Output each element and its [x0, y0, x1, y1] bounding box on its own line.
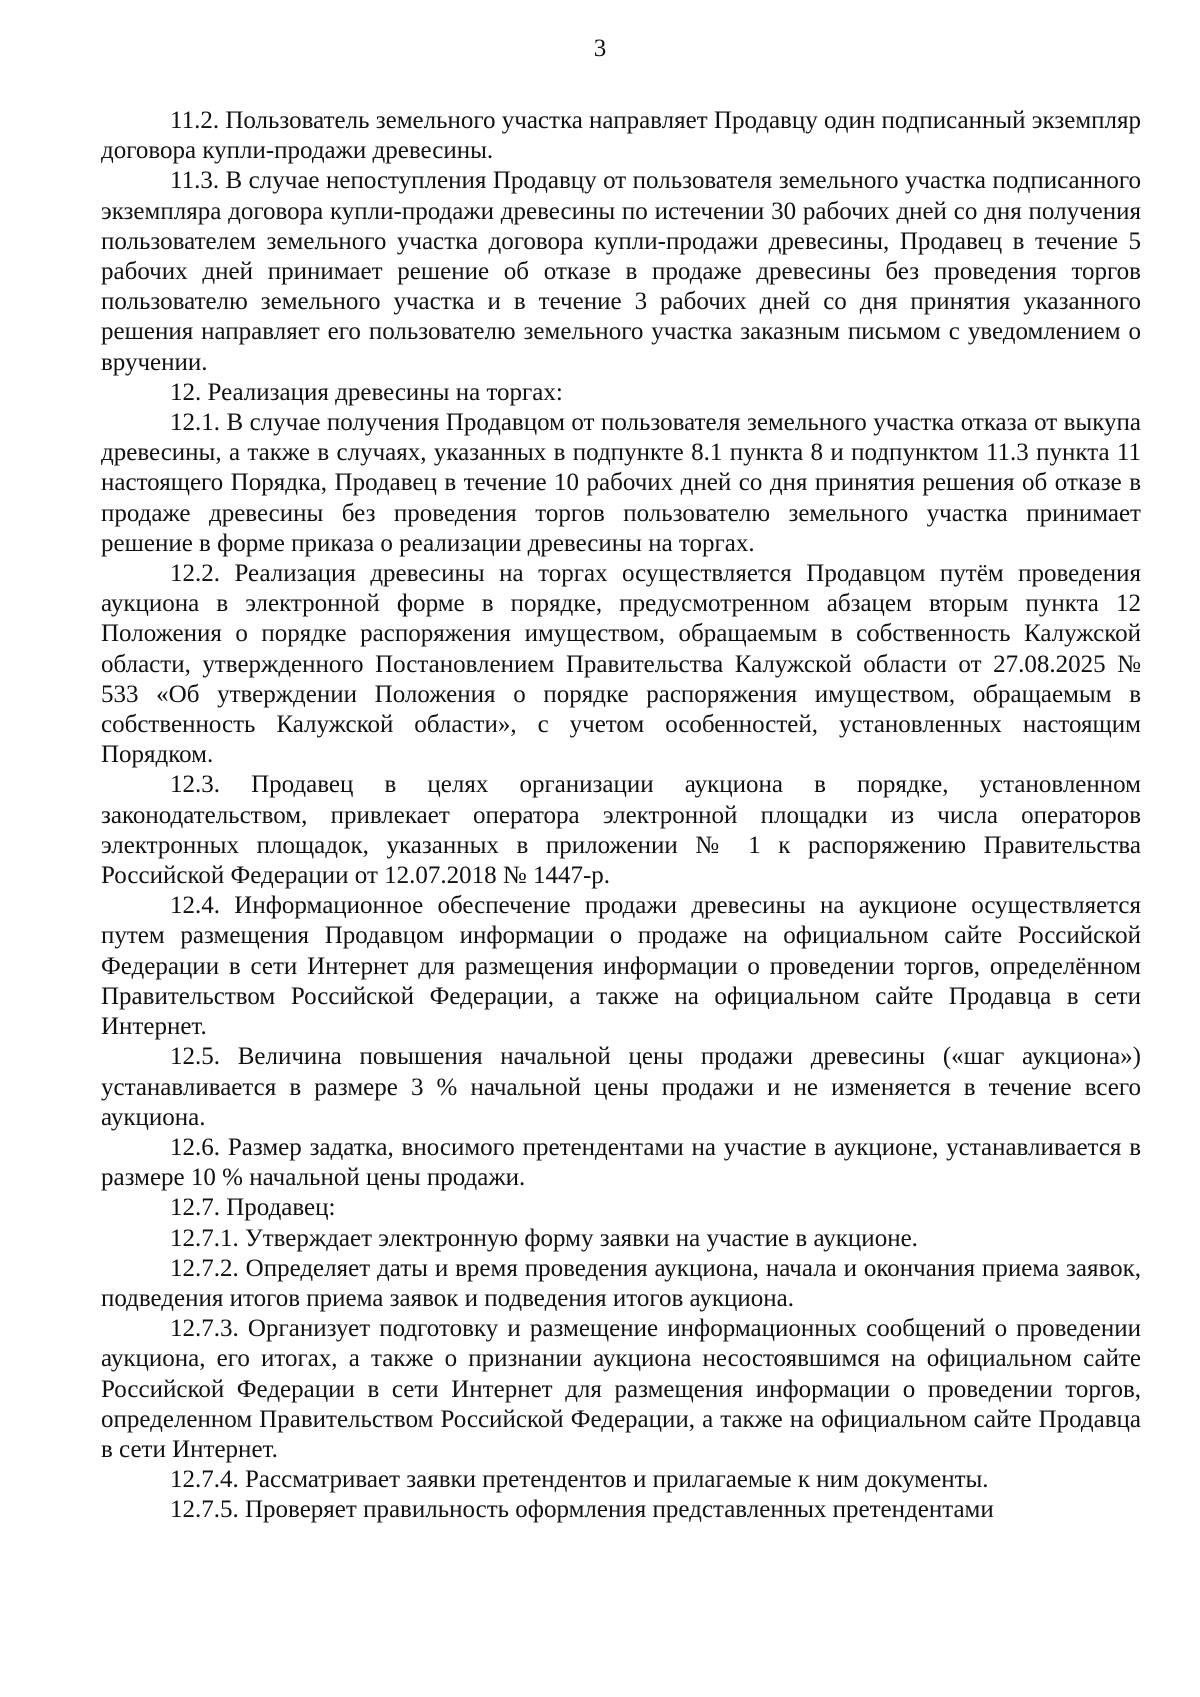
paragraph-12-4: 12.4. Информационное обеспечение продажи древесины на аукционе осуществляется путем размещения Продавцом информации о продаже на официальном сайте Российской Федерации в сети Интернет для размещения информации о проведении торгов, определённом Правительством Российской Федерации, а также на официальном сайте Продавца в сети Интернет. [101, 892, 1141, 1041]
paragraph-12-2: 12.2. Реализация древесины на торгах осуществляется Продавцом путём проведения аукциона в электронной форме в порядке, предусмотренном абзацем вторым пункта 12 Положения о порядке распоряжения имуществом, обращаемым в собственность Калужской области, утвержденного Постановлением Правительства Калужской области от 27.08.2025 № 533 «Об утверждении Положения о порядке распоряжения имуществом, обращаемым в собственность Калужской области», с учетом особенностей, установленных настоящим Порядком. [101, 560, 1141, 769]
paragraph-12-5: 12.5. Величина повышения начальной цены продажи древесины («шаг аукциона») устанавливается в размере 3 % начальной цены продажи и не изменяется в течение всего аукциона. [101, 1043, 1141, 1131]
paragraph-12-3: 12.3. Продавец в целях организации аукциона в порядке, установленном законодательством, привлекает оператора электронной площадки из числа операторов электронных площадок, указанных в приложении № 1 к распоряжению Правительства Российской Федерации от 12.07.2018 № 1447-р. [101, 771, 1141, 890]
paragraph-12-7: 12.7. Продавец: [170, 1194, 336, 1222]
paragraph-11-3: 11.3. В случае непоступления Продавцу от пользователя земельного участка подписанного экземпляра договора купли-продажи древесины по истечении 30 рабочих дней со дня получения пользователем земельного участка договора купли-продажи древесины, Продавец в течение 5 рабочих дней принимает решение об отказе в продаже древесины без проведения торгов пользователю земельного участка и в течение 3 рабочих дней со дня принятия указанного решения направляет его пользователю земельного участка заказным письмом с уведомлением о вручении. [101, 167, 1141, 376]
paragraph-12-6: 12.6. Размер задатка, вносимого претендентами на участие в аукционе, устанавливается в размере 10 % начальной цены продажи. [101, 1133, 1141, 1192]
page-number: 3 [593, 35, 607, 62]
paragraph-12-7-1: 12.7.1. Утверждает электронную форму заявки на участие в аукционе. [170, 1224, 918, 1252]
paragraph-12-7-3: 12.7.3. Организует подготовку и размещение информационных сообщений о проведении аукциона, его итогах, а также о признании аукциона несостоявшимся на официальном сайте Российской Федерации в сети Интернет для размещения информации о проведении торгов, определенном Правительством Российской Федерации, а также на официальном сайте Продавца в сети Интернет. [101, 1315, 1141, 1463]
paragraph-12-7-5: 12.7.5. Проверяет правильность оформления представленных претендентами [170, 1496, 994, 1524]
paragraph-12-7-2: 12.7.2. Определяет даты и время проведения аукциона, начала и окончания приема заявок, подведения итогов приема заявок и подведения итогов аукциона. [101, 1254, 1141, 1312]
paragraph-11-2: 11.2. Пользователь земельного участка направляет Продавцу один подписанный экземпляр договора купли-продажи древесины. [101, 107, 1141, 165]
document-body [101, 106, 1141, 1526]
paragraph-12-1: 12.1. В случае получения Продавцом от пользователя земельного участка отказа от выкупа древесины, а также в случаях, указанных в подпункте 8.1 пункта 8 и подпунктом 11.3 пункта 11 настоящего Порядка, Продавец в течение 10 рабочих дней со дня принятия решения об отказе в продаже древесины без проведения торгов пользователю земельного участка принимает решение в форме приказа о реализации древесины на торгах. [101, 409, 1141, 557]
paragraph-12-heading: 12. Реализация древесины на торгах: [170, 378, 563, 406]
paragraph-12-7-4: 12.7.4. Рассматривает заявки претендентов и прилагаемые к ним документы. [170, 1466, 989, 1494]
